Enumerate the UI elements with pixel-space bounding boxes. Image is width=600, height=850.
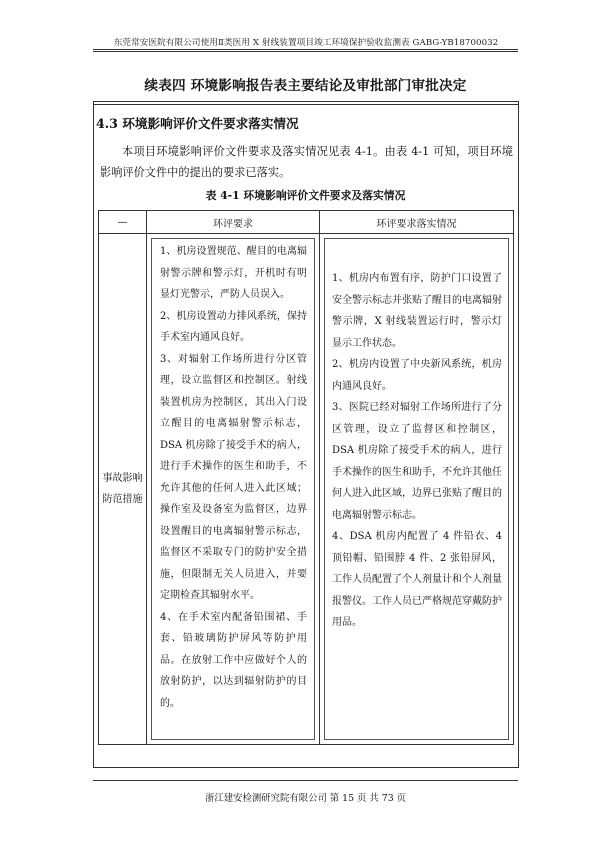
requirement-item-4: 4、在手术室内配备铅围裙、手套、铅玻璃防护屏风等防护用品。在放射工作中应做好个人的放射防护，以达到辐射防护的目的。 (160, 611, 307, 709)
table-header-row (99, 211, 514, 234)
table-header-requirement: 环评要求 (147, 211, 320, 234)
header-rule-bottom (93, 51, 518, 52)
implementation-item-3: 3、医院已经对辐射工作场所进行了分区管理，设立了监督区和控制区，DSA 机房除了接受手术的病人，进行手术操作的医生和助手，不允许其他任何人进入此区域，边界已张贴了醒目的电离辐射警示标志。 (332, 402, 502, 521)
implementation-box (324, 238, 509, 740)
table-caption: 表 4-1 环境影响评价文件要求及落实情况 (205, 189, 406, 202)
implementation-item-1: 1、机房内布置有序，防护门口设置了安全警示标志并张贴了醒目的电离辐射警示牌，X 射线装置运行时，警示灯显示工作状态。 (332, 273, 502, 349)
footer-rule (93, 780, 518, 781)
requirement-cell (147, 234, 320, 745)
section-intro: 本项目环境影响评价文件要求及落实情况见表 4-1。由表 4-1 可知，项目环境影响评价文件中的提出的要求已落实。 (100, 145, 513, 179)
category-cell: 事故影响防范措施 (99, 234, 147, 745)
requirement-item-2: 2、机房设置动力排风系统，保持手术室内通风良好。 (160, 310, 307, 343)
table-row (99, 234, 514, 745)
requirement-item-3: 3、对辐射工作场所进行分区管理，设立监督区和控制区。射线装置机房为控制区，其出入门设立醒目的电离辐射警示标志，DSA 机房除了接受手术的病人，进行手术操作的医生和助手，不允许其他的任何人进入此区域；操作室及设备室为监督区，边界设置醒目的电离辐射警示标志，监督区不采取专门的防护安全措施，但限制无关人员进入，并要定期检查其辐射水平。 (160, 353, 307, 601)
table-header-implementation: 环评要求落实情况 (320, 211, 514, 234)
document-header: 东莞常安医院有限公司使用Ⅱ类医用 X 射线装置项目竣工环境保护验收监测表 GABG-YB18700032 (113, 38, 499, 48)
page-title: 续表四 环境影响报告表主要结论及审批部门审批决定 (144, 78, 467, 94)
implementation-cell (320, 234, 514, 745)
requirement-item-1: 1、机房设置规范、醒目的电离辐射警示牌和警示灯，开机时有明显灯光警示，严防人员误入。 (160, 246, 307, 300)
requirements-table (98, 210, 514, 745)
implementation-item-2: 2、机房内设置了中央新风系统，机房内通风良好。 (332, 359, 502, 392)
frame-divider (93, 104, 519, 105)
section-title: 4.3 环境影响评价文件要求落实情况 (96, 116, 299, 131)
header-rule-top (93, 49, 518, 50)
page-footer: 浙江建安检测研究院有限公司 第 15 页 共 73 页 (204, 793, 407, 804)
implementation-item-4: 4、DSA 机房内配置了 4 件铅衣、4 顶铅帽、铅围脖 4 件、2 张铅屏风，工作人员配置了个人剂量计和个人剂量报警仪。工作人员已严格规范穿戴防护用品。 (332, 531, 502, 628)
requirement-box (151, 238, 315, 740)
table-header-blank: — (99, 211, 147, 234)
